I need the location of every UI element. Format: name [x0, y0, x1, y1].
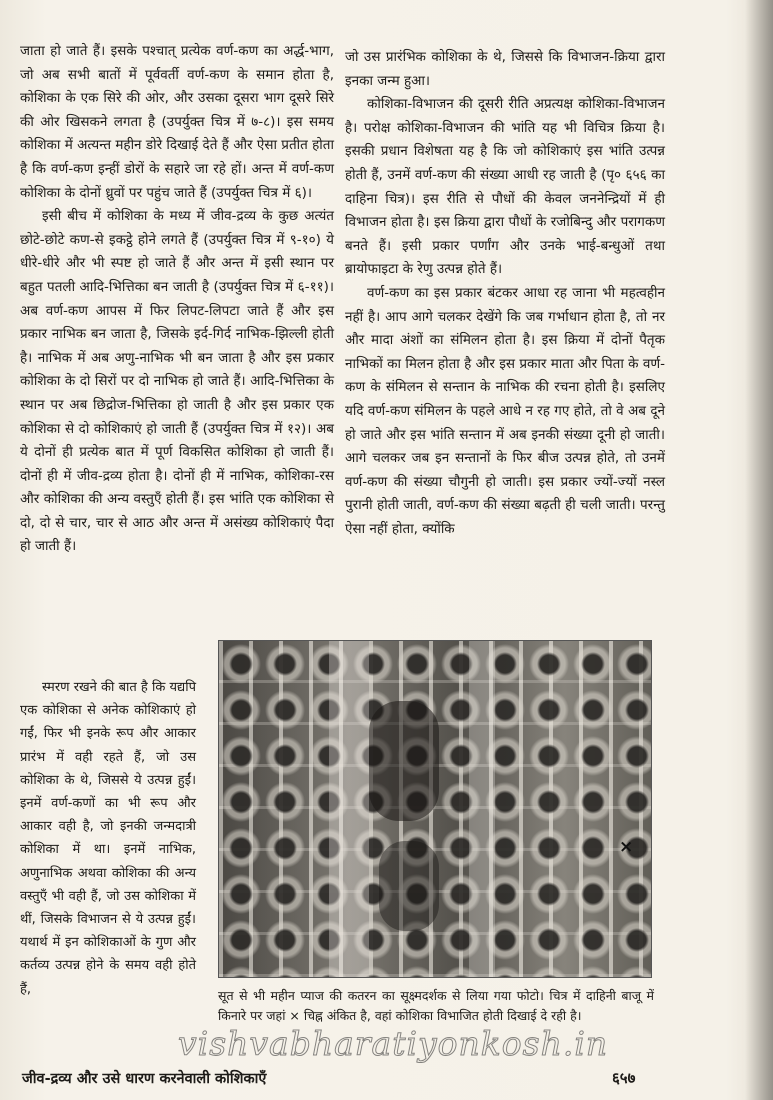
page-spine-shadow [745, 0, 773, 1100]
paragraph-continuation: जो उस प्रारंभिक कोशिका के थे, जिससे कि विभाजन-क्रिया द्वारा इनका जन्म हुआ। [345, 49, 665, 89]
onion-cell-micrograph [218, 640, 652, 978]
paragraph-chromosome-halving: वर्ण-कण का इस प्रकार बंटकर आधा रह जाना भी महत्वहीन नहीं है। आप आगे चलकर देखेंगे कि जब गर्भाधान होता है, तो नर और मादा अंशों का संमिलन होता है। इस क्रिया में दोनों पैतृक नाभिकों का मिलन होता है और इस प्रकार माता और पिता के वर्ण-कण के संमिलन से सन्तान के नाभिक की रचना होती है। इसलिए यदि वर्ण-कण संमिलन के पहले आधे न रह गए होते, तो वे अब दूने हो जाते और इस भांति सन्तान में अब इनकी संख्या दूनी हो जाती। आगे चलकर जब इन सन्तानों के फिर बीज उत्पन्न होते, तो उनमें वर्ण-कण की संख्या चौगुनी हो जाती। इस प्रकार ज्यों-ज्यों नस्ल पुरानी होती जाती, वर्ण-कण की संख्या बढ़ती ही चली जाती। परन्तु ऐसा नहीं होता, क्योंकि [345, 284, 665, 537]
paragraph-cell-wall-formation: इसी बीच में कोशिका के मध्य में जीव-द्रव्य के कुछ अत्यंत छोटे-छोटे कण-से इकट्ठे होने लगते हैं (उपर्युक्त चित्र में ९-१०) ये धीरे-धीरे और भी स्पष्ट हो जाते हैं और अन्त में इसी स्थान पर बहुत पतली आदि-भित्तिका बन जाती है (उपर्युक्त चित्र में ६-११)। अब वर्ण-कण आपस में फिर लिपट-लिपटा जाते हैं और इस प्रकार नाभिक बन जाता है, जिसके इर्द-गिर्द नाभिक-झिल्ली होती है। नाभिक में अब अणु-नाभिक भी बन जाता है और इस प्रकार कोशिका के दो सिरों पर दो नाभिक हो जाते हैं। आदि-भित्तिका के स्थान पर अब छिद्रोज-भित्तिका हो जाती है और इस प्रकार एक कोशिका से दो कोशिकाएं हो जाती हैं (उपर्युक्त चित्र में १२)। अब ये दोनों ही प्रत्येक बात में पूर्ण विकसित कोशिका हो जाती हैं। दोनों ही में जीव-द्रव्य होता है। दोनों ही में नाभिक, कोशिका-रस और कोशिका की अन्य वस्तुएँ होती हैं। इस भांति एक कोशिका से दो, दो से चार, चार से आठ और अन्त में असंख्य कोशिकाएं पैदा हो जाती हैं। [20, 208, 334, 555]
figure-caption: सूत से भी महीन प्याज की कतरन का सूक्ष्मदर्शक से लिया गया फोटो। चित्र में दाहिनी बाजू में किनारे पर जहां × चिह्न अंकित है, वहां कोशिका विभाजित होती दिखाई दे रही है। [218, 988, 654, 1023]
paragraph-daughter-cells: स्मरण रखने की बात है कि यद्यपि एक कोशिका से अनेक कोशिकाएं हो गईं, फिर भी इनके रूप और आकार प्रारंभ में वही रहते हैं, जो उस कोशिका के थे, जिससे ये उत्पन्न हुईं। इनमें वर्ण-कणों का भी रूप और आकार वही है, जो इनकी जन्मदात्री कोशिका में था। इनमें नाभिक, अणुनाभिक अथवा कोशिका की अन्य वस्तुएँ भी वही हैं, जो उस कोशिका में थीं, जिसके विभाजन से ये उत्पन्न हुईं। यथार्थ में इन कोशिकाओं के गुण और कर्तव्य उत्पन्न होने के समय वही होते हैं, [20, 680, 196, 997]
right-column-top [345, 46, 665, 541]
left-column-bottom [20, 676, 196, 1001]
dividing-cell-region [379, 841, 439, 931]
left-column-top [20, 40, 334, 559]
micrograph-texture [469, 641, 495, 977]
page-number: ६५७ [612, 1069, 636, 1087]
paragraph-indirect-division: कोशिका-विभाजन की दूसरी रीति अप्रत्यक्ष कोशिका-विभाजन है। परोक्ष कोशिका-विभाजन की भांति यह भी विचित्र क्रिया है। इसकी प्रधान विशेषता यह है कि जो कोशिकाएं इस भांति उत्पन्न होती हैं, उनमें वर्ण-कण की संख्या आधी रह जाती है (पृ० ६५६ का दाहिना चित्र)। इस रीति से पौधों की केवल जननेन्द्रियों में ही विभाजन होता है। इस क्रिया द्वारा पौधों के रजोबिन्दु और परागकण बनते हैं। इसी प्रकार पर्णांग और उनके भाई-बन्धुओं तथा ब्रायोफाइटा के रेणु उत्पन्न होते हैं। [345, 96, 665, 278]
running-footer-title: जीव-द्रव्य और उसे धारण करनेवाली कोशिकाएँ [22, 1071, 267, 1087]
cross-marker: × [619, 837, 634, 857]
site-watermark: vishvabharatiyonkosh.in [178, 1024, 609, 1063]
paragraph-chromosome-separation: जाता हो जाते हैं। इसके पश्चात् प्रत्येक वर्ण-कण का अर्द्ध-भाग, जो अब सभी बातों में पूर्ववर्ती वर्ण-कण के समान होता है, कोशिका के एक सिरे की ओर, और उसका दूसरा भाग दूसरे सिरे की ओर खिसकने लगता है (उपर्युक्त चित्र में ७-८)। इस समय कोशिका में अत्यन्त महीन डोरे दिखाई देते हैं और ऐसा प्रतीत होता है कि वर्ण-कण इन्हीं डोरों के सहारे जा रहे हों। अन्त में वर्ण-कण कोशिका के दोनों ध्रुवों पर पहुंच जाते हैं (उपर्युक्त चित्र में ६)। [20, 43, 334, 201]
micrograph-texture [329, 641, 369, 977]
dividing-cell-region [369, 701, 439, 821]
